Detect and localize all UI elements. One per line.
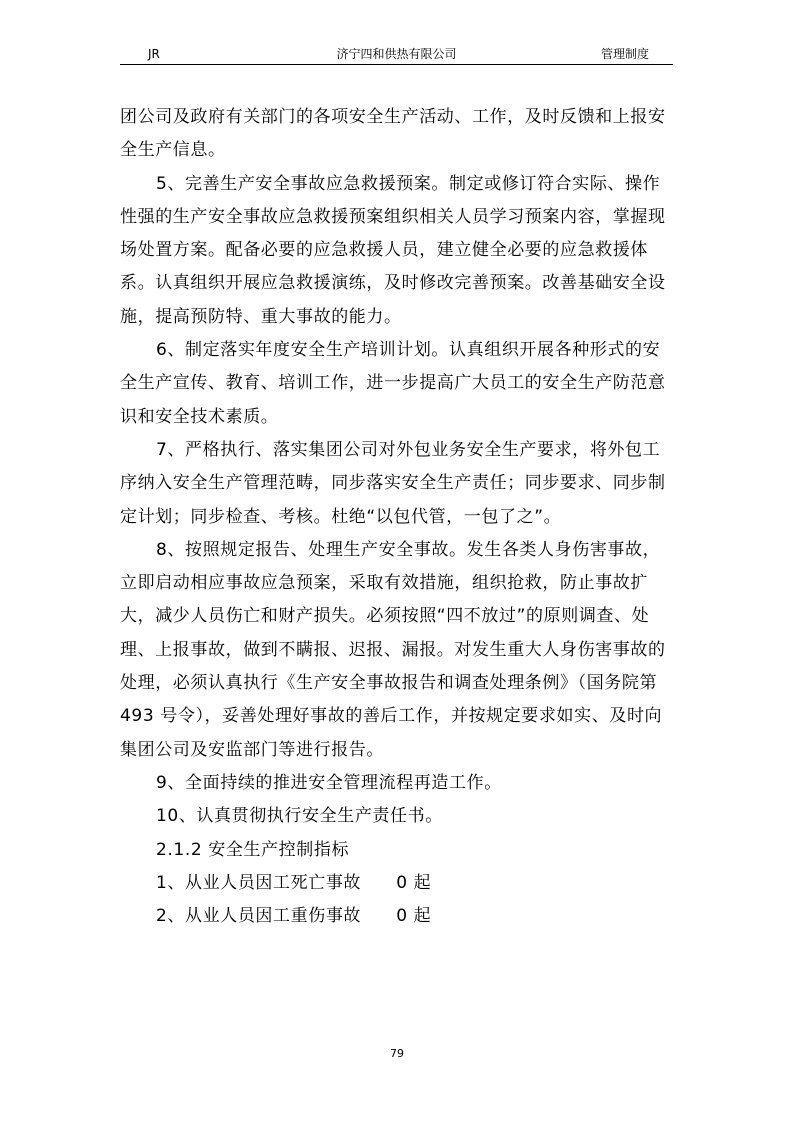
document-body — [120, 101, 675, 933]
header-doc-code: JR — [148, 47, 160, 61]
header-divider — [120, 64, 673, 65]
paragraph-item-10: 10、认真贯彻执行安全生产责任书。 — [156, 806, 443, 827]
page-header — [120, 44, 673, 64]
paragraph-item-6: 6、制定落实年度安全生产培训计划。认真组织开展各种形式的安全生产宣传、教育、培训工作，进一步提高广大员工的安全生产防范意识和安全技术素质。 — [120, 340, 666, 427]
paragraph-continuation: 团公司及政府有关部门的各项安全生产活动、工作，及时反馈和上报安全生产信息。 — [120, 107, 666, 161]
page-number: 79 — [390, 1047, 404, 1060]
paragraph-item-8: 8、按照规定报告、处理生产安全事故。发生各类人身伤害事故，立即启动相应事故应急预案，采取有效措施，组织抢救，防止事故扩大，减少人员伤亡和财产损失。必须按照“四不放过”的原则调查、处理、上报事故，做到不瞒报、迟报、漏报。对发生重大人身伤害事故的处理，必须认真执行《生产安全事故报告和调查处理条例》（国务院第 493 号令），妥善处理好事故的善后工作，并按规定要求如实、及时向集团公司及安监部门等进行报告。 — [120, 539, 666, 760]
indicator-fatality: 1、从业人员因工死亡事故 0 起 — [156, 872, 432, 893]
paragraph-item-5: 5、完善生产安全事故应急救援预案。制定或修订符合实际、操作性强的生产安全事故应急救援预案组织相关人员学习预案内容，掌握现场处置方案。配备必要的应急救援人员，建立健全必要的应急救援体系。认真组织开展应急救援演练，及时修改完善预案。改善基础安全设施，提高预防特、重大事故的能力。 — [120, 173, 666, 327]
paragraph-item-7: 7、严格执行、落实集团公司对外包业务安全生产要求，将外包工序纳入安全生产管理范畴，同步落实安全生产责任；同步要求、同步制定计划；同步检查、考核。杜绝“以包代管，一包了之”。 — [120, 439, 666, 527]
header-company-name: 济宁四和供热有限公司 — [336, 47, 457, 61]
indicator-serious-injury: 2、从业人员因工重伤事故 0 起 — [156, 906, 432, 927]
paragraph-item-9: 9、全面持续的推进安全管理流程再造工作。 — [156, 772, 502, 793]
section-heading-2-1-2: 2.1.2 安全生产控制指标 — [156, 839, 350, 860]
header-doc-category: 管理制度 — [600, 47, 649, 61]
